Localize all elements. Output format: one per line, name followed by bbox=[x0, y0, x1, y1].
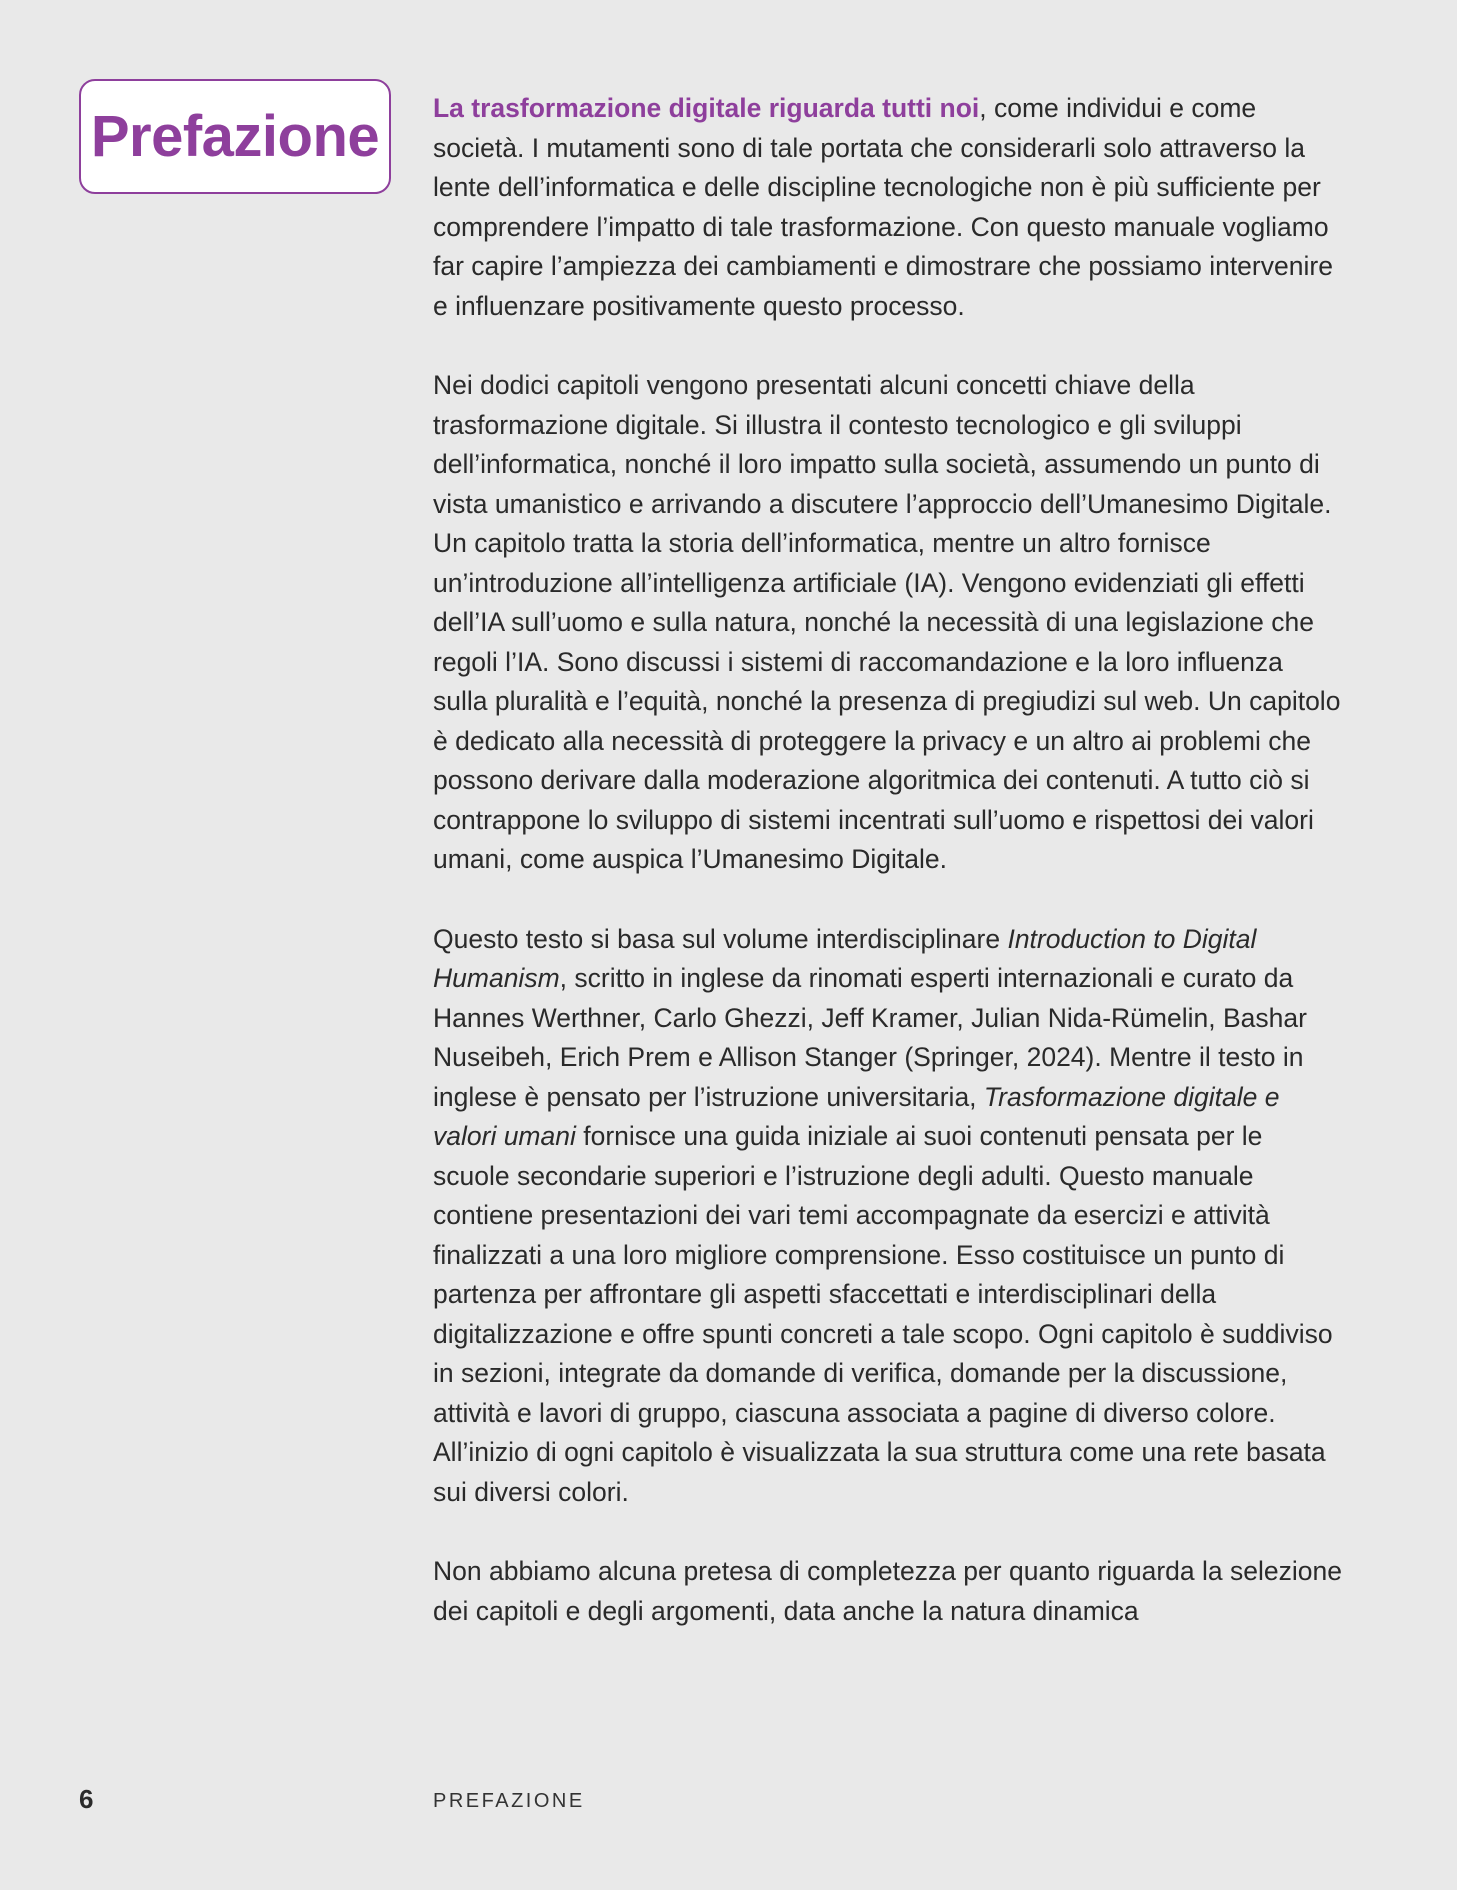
chapter-title: Prefazione bbox=[90, 103, 380, 169]
page-number: 6 bbox=[79, 1784, 94, 1814]
paragraph-chapters-overview bbox=[433, 366, 1343, 880]
source-book-title: Introduction to Digital Humanism bbox=[433, 923, 1257, 993]
paragraph-intro bbox=[433, 89, 1343, 326]
intro-text: , come individui e come società. I mutamenti sono di tale portata che considerarli solo attraverso la lente dell’informatica e delle discipline tecnologiche non è più sufficiente per comprendere l’impatto di tale trasformazione. Con questo manuale vogliamo far capire l’ampiezza dei cambiamenti e dimostrare che possiamo intervenire e influenzare positivamente questo processo. bbox=[433, 93, 1333, 321]
completeness-text: Non abbiamo alcuna pretesa di completezza per quanto riguarda la selezione dei capitoli e degli argomenti, data anche la natura dinamica bbox=[433, 1556, 1342, 1626]
source-book-text-b: , scritto in inglese da rinomati esperti internazionali e curato da Hannes Werthner, Carlo Ghezzi, Jeff Kramer, Julian Nida-Rümelin, Bashar Nuseibeh, Erich Prem e Allison Stanger (Springer, 2024). Mentre il testo in inglese è pensato per l’istruzione universitaria, bbox=[433, 963, 1307, 1112]
paragraph-completeness bbox=[433, 1552, 1343, 1631]
running-head: PREFAZIONE bbox=[433, 1790, 585, 1812]
chapters-overview-text: Nei dodici capitoli vengono presentati alcuni concetti chiave della trasformazione digitale. Si illustra il contesto tecnologico e gli sviluppi dell’informatica, nonché il loro impatto sulla società, assumendo un punto di vista umanistico e arrivando a discutere l’approccio dell’Umanesimo Digitale. Un capitolo tratta la storia dell’informatica, mentre un altro fornisce un’introduzione all’intelligenza artificiale (IA). Vengono evidenziati gli effetti dell’IA sull’uomo e sulla natura, nonché la necessità di una legislazione che regoli l’IA. Sono discussi i sistemi di raccomandazione e la loro influenza sulla pluralità e l’equità, nonché la presenza di pregiudizi sul web. Un capitolo è dedicato alla necessità di proteggere la privacy e un altro ai problemi che possono derivare dalla moderazione algoritmica dei contenuti. A tutto ciò si contrappone lo sviluppo di sistemi incentrati sull’uomo e rispettosi dei valori umani, come auspica l’Umanesimo Digitale. bbox=[433, 370, 1341, 874]
intro-lead-highlight: La trasformazione digitale riguarda tutti noi bbox=[433, 93, 980, 123]
body-text bbox=[433, 89, 1343, 1671]
manual-title: Trasformazione digitale e valori umani bbox=[433, 1081, 1280, 1151]
paragraph-source-book bbox=[433, 920, 1343, 1513]
chapter-title-box bbox=[79, 79, 391, 194]
source-book-text-c: fornisce una guida iniziale ai suoi contenuti pensata per le scuole secondarie superiori e l’istruzione degli adulti. Questo manuale contiene presentazioni dei vari temi accompagnate da esercizi e attività finalizzati a una loro migliore comprensione. Esso costituisce un punto di partenza per affrontare gli aspetti sfaccettati e interdisciplinari della digitalizzazione e offre spunti concreti a tale scopo. Ogni capitolo è suddiviso in sezioni, integrate da domande di verifica, domande per la discussione, attività e lavori di gruppo, ciascuna associata a pagine di diverso colore. All’inizio di ogni capitolo è visualizzata la sua struttura come una rete basata sui diversi colori. bbox=[433, 1121, 1333, 1507]
source-book-text-a: Questo testo si basa sul volume interdisciplinare bbox=[433, 923, 1008, 954]
